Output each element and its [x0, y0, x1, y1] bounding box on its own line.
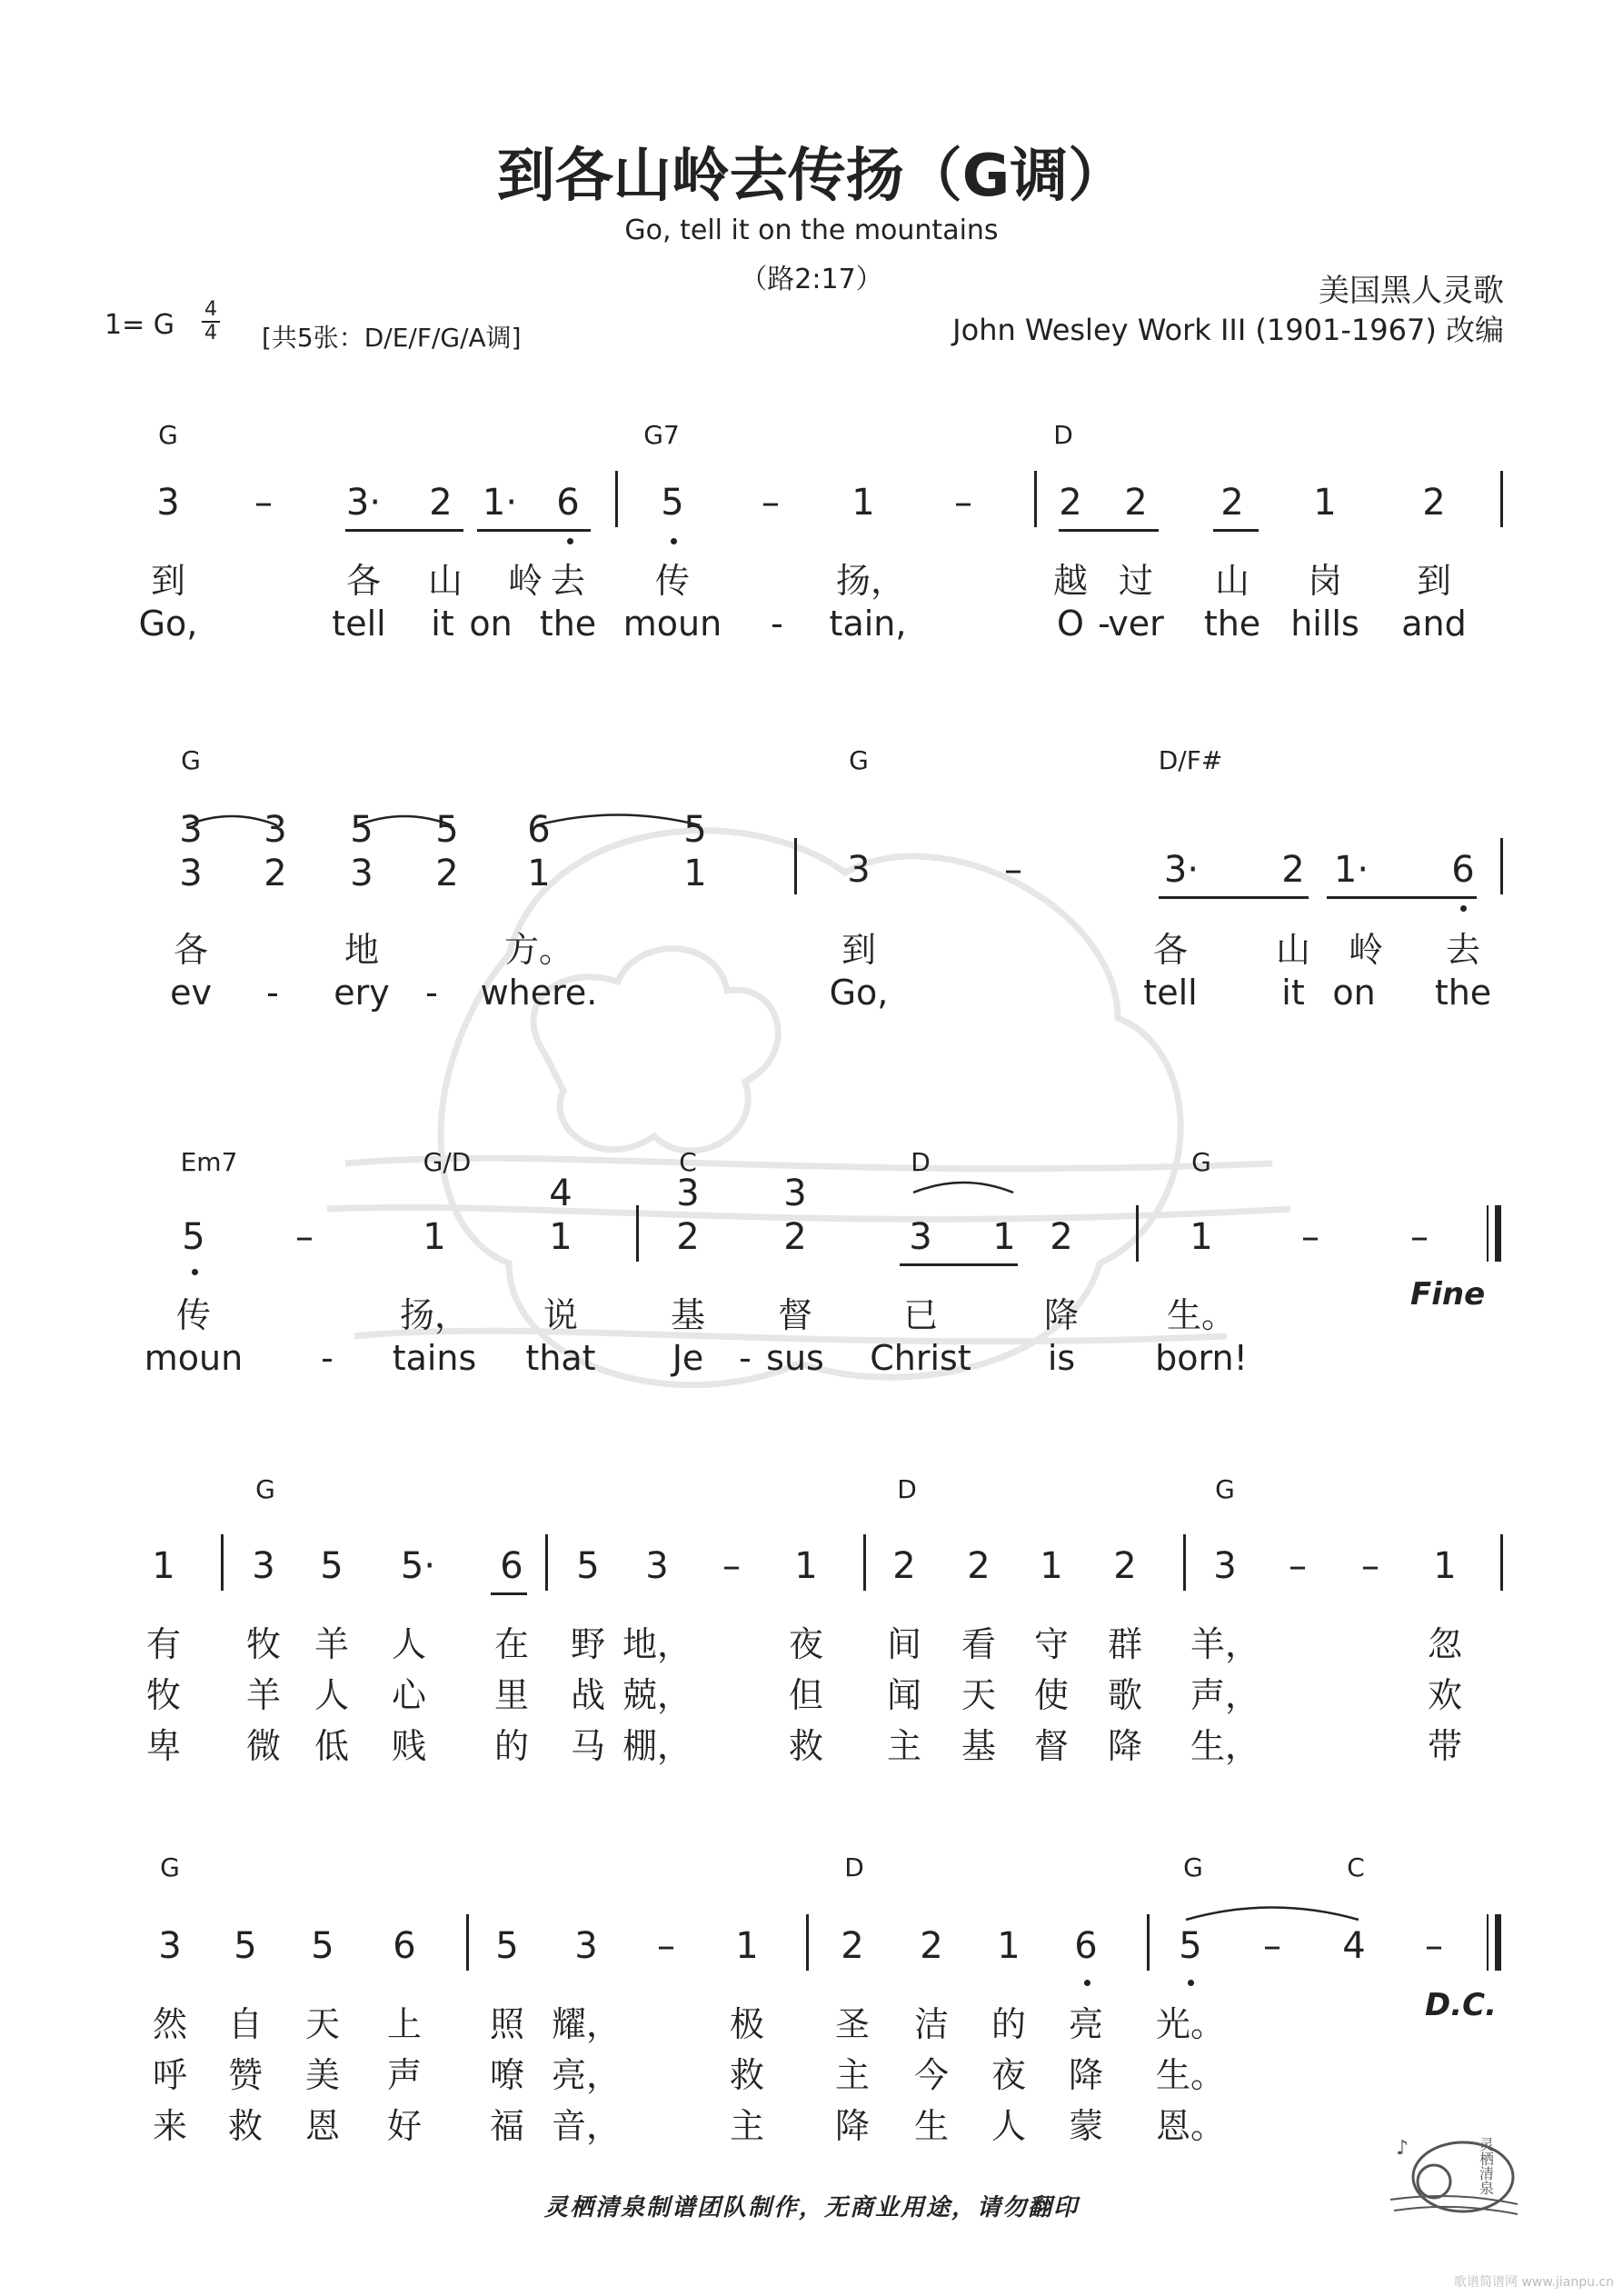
lyric-english: tain,: [829, 604, 907, 644]
lyric-chinese-verse-3: 恩: [304, 2106, 341, 2146]
lyric-chinese: 山: [1214, 561, 1250, 601]
chord-symbol: G: [849, 745, 869, 775]
lyric-chinese: 越: [1052, 561, 1089, 601]
lyric-chinese-verse-2: 心: [391, 1675, 427, 1715]
note: 1: [794, 1545, 818, 1587]
harmony-note: 5: [683, 809, 707, 851]
note: 2: [841, 1925, 864, 1967]
lyric-chinese: 传: [654, 561, 691, 601]
lyric-chinese: 地: [344, 930, 380, 970]
lyric-chinese-verse-1: 在: [493, 1624, 530, 1664]
note: 1: [851, 482, 875, 524]
lyric-chinese-verse-3: 贱: [391, 1726, 427, 1766]
lyric-chinese-verse-2: 声，: [1190, 1675, 1260, 1715]
harmony-note: 2: [435, 853, 459, 894]
note: 2: [1113, 1545, 1137, 1587]
lyric-chinese: 督: [777, 1295, 813, 1335]
harmony-note: 3: [676, 1173, 700, 1214]
lyric-chinese-verse-3: 福: [489, 2106, 525, 2146]
lyric-chinese-verse-1: 有: [145, 1624, 182, 1664]
note: 1: [997, 1925, 1021, 1967]
lyric-english: -: [1098, 604, 1110, 644]
lyric-chinese-verse-3: 降: [1107, 1726, 1143, 1766]
lyric-english: where.: [480, 973, 598, 1013]
chord-symbol: D: [1053, 420, 1073, 450]
harmony-note: 3: [264, 809, 287, 851]
chord-symbol: D/F#: [1158, 745, 1223, 775]
lyric-chinese-verse-1: 然: [152, 2004, 188, 2044]
lyric-chinese: 岭: [1348, 930, 1384, 970]
note: 6: [1451, 849, 1475, 891]
chord-symbol: C: [679, 1147, 697, 1177]
lyric-english: it: [1281, 973, 1305, 1013]
lyric-chinese-verse-3: 督: [1033, 1726, 1070, 1766]
lyric-chinese-verse-2: 嘹: [489, 2055, 525, 2095]
svg-text:♪: ♪: [1396, 2137, 1409, 2160]
lyric-chinese-verse-2: 亮，: [551, 2055, 622, 2095]
note: 3: [156, 482, 180, 524]
note: –: [1361, 1545, 1379, 1587]
lyric-english: is: [1047, 1338, 1076, 1378]
lyric-chinese-verse-3: 主: [729, 2106, 765, 2146]
note: –: [1301, 1216, 1319, 1258]
lyric-chinese: 岗: [1307, 561, 1343, 601]
lyric-chinese: 各: [173, 930, 209, 970]
note: 1: [1433, 1545, 1457, 1587]
lyric-english: moun: [144, 1338, 244, 1378]
note: 6: [393, 1925, 416, 1967]
note: 3: [909, 1216, 932, 1258]
harmony-note: 3: [179, 809, 203, 851]
note: –: [657, 1925, 675, 1967]
lyric-chinese-verse-2: 今: [913, 2055, 950, 2095]
lyric-chinese-verse-3: 马: [570, 1726, 606, 1766]
note: 1: [992, 1216, 1016, 1258]
lyric-english: Je: [672, 1338, 704, 1378]
lyric-chinese: 到: [150, 561, 186, 601]
lyric-chinese: 过: [1118, 561, 1154, 601]
lyric-english: Go,: [829, 973, 889, 1013]
lyric-chinese-verse-2: 呼: [152, 2055, 188, 2095]
note: –: [254, 482, 273, 524]
lyric-english: -: [739, 1338, 752, 1378]
note: –: [1004, 849, 1022, 891]
lyric-chinese-verse-1: 极: [729, 2004, 765, 2044]
note: 1·: [482, 482, 518, 524]
lyric-chinese-verse-1: 羊: [314, 1624, 350, 1664]
note: 1·: [1333, 849, 1369, 891]
note: 2: [1220, 482, 1244, 524]
note: 3: [158, 1925, 182, 1967]
note: 2: [920, 1925, 943, 1967]
lyric-chinese-verse-3: 生，: [1190, 1726, 1260, 1766]
note: 2: [892, 1545, 916, 1587]
harmony-note: 1: [683, 853, 707, 894]
lyric-english: ev: [170, 973, 212, 1013]
chord-symbol: G7: [643, 420, 680, 450]
lyric-chinese-verse-3: 救: [227, 2106, 264, 2146]
note: 5: [661, 482, 684, 524]
note: 5: [182, 1216, 205, 1258]
lyric-english: ver: [1108, 604, 1164, 644]
lyric-chinese-verse-1: 耀，: [551, 2004, 622, 2044]
lyric-english: tell: [1143, 973, 1198, 1013]
lyric-chinese: 各: [345, 561, 382, 601]
lyric-chinese-verse-2: 天: [961, 1675, 997, 1715]
note: 5: [234, 1925, 257, 1967]
fine-mark: Fine: [1410, 1276, 1486, 1313]
lyric-chinese-verse-1: 羊，: [1190, 1624, 1260, 1664]
lyric-chinese-verse-2: 夜: [991, 2055, 1027, 2095]
chord-symbol: D: [911, 1147, 931, 1177]
lyric-chinese-verse-1: 群: [1107, 1624, 1143, 1664]
lyric-english: ery: [334, 973, 390, 1013]
note: 1: [1313, 482, 1337, 524]
lyric-english: O: [1057, 604, 1084, 644]
note: 3: [252, 1545, 275, 1587]
lyric-chinese-verse-3: 的: [493, 1726, 530, 1766]
chord-symbol: D: [897, 1474, 917, 1504]
harmony-note: 5: [435, 809, 459, 851]
lyric-chinese-verse-3: 生: [913, 2106, 950, 2146]
lyric-chinese: 去: [1445, 930, 1481, 970]
lyric-chinese-verse-3: 恩。: [1155, 2106, 1226, 2146]
lyric-chinese-verse-1: 夜: [788, 1624, 824, 1664]
logo-text: 灵栖清泉: [1479, 2136, 1495, 2197]
lyric-chinese-verse-3: 好: [386, 2106, 423, 2146]
lyric-chinese-verse-2: 兢，: [622, 1675, 692, 1715]
note: 1: [735, 1925, 759, 1967]
lyric-chinese-verse-2: 里: [493, 1675, 530, 1715]
harmony-note: 2: [264, 853, 287, 894]
lyric-chinese-verse-2: 美: [304, 2055, 341, 2095]
english-title: Go, tell it on the mountains: [624, 215, 999, 246]
lyric-chinese: 基: [670, 1295, 706, 1335]
lyric-english: Go,: [138, 604, 198, 644]
lyric-chinese-verse-2: 欢: [1427, 1675, 1463, 1715]
lyric-chinese-verse-2: 人: [314, 1675, 350, 1715]
harmony-note: 3: [783, 1173, 807, 1214]
lyric-chinese: 已: [902, 1295, 939, 1335]
note: 2: [967, 1545, 991, 1587]
lyric-english: -: [425, 973, 438, 1013]
lyric-english: tains: [392, 1338, 477, 1378]
lyric-chinese-verse-1: 间: [886, 1624, 922, 1664]
chord-symbol: G: [1183, 1852, 1203, 1882]
key-signature: 1= G: [105, 309, 175, 341]
note: –: [954, 482, 972, 524]
lyric-chinese: 岭: [507, 561, 543, 601]
lyric-english: that: [525, 1338, 596, 1378]
lyric-chinese-verse-2: 赞: [227, 2055, 264, 2095]
lyric-chinese: 各: [1152, 930, 1189, 970]
note: 4: [1342, 1925, 1366, 1967]
note: –: [722, 1545, 741, 1587]
arranger-credit: John Wesley Work III (1901-1967) 改编: [952, 313, 1504, 347]
footer-notice: 灵栖清泉制谱团队制作，无商业用途，请勿翻印: [543, 2194, 1079, 2221]
note: 2: [1281, 849, 1305, 891]
chord-symbol: G: [158, 420, 178, 450]
lyric-chinese-verse-2: 战: [570, 1675, 606, 1715]
lyric-chinese-verse-2: 羊: [245, 1675, 282, 1715]
chord-symbol: Em7: [180, 1147, 238, 1177]
chord-symbol: G: [160, 1852, 180, 1882]
site-watermark: 歌谱简谱网 www.jianpu.cn: [1454, 2275, 1614, 2290]
lyric-chinese-verse-2: 闻: [886, 1675, 922, 1715]
lyric-chinese-verse-1: 地，: [622, 1624, 692, 1664]
lyric-chinese-verse-1: 看: [961, 1624, 997, 1664]
harmony-note: 3: [179, 853, 203, 894]
note: 2: [1124, 482, 1148, 524]
note: –: [1289, 1545, 1307, 1587]
note: 5: [311, 1925, 334, 1967]
note: 5: [1179, 1925, 1202, 1967]
lyric-chinese-verse-1: 亮: [1068, 2004, 1104, 2044]
lyric-english: the: [1434, 973, 1492, 1013]
lyric-chinese-verse-3: 主: [886, 1726, 922, 1766]
lyric-chinese-verse-1: 洁: [913, 2004, 950, 2044]
note: 5: [495, 1925, 519, 1967]
lyric-chinese-verse-3: 低: [314, 1726, 350, 1766]
lyric-chinese-verse-1: 光。: [1155, 2004, 1226, 2044]
lyric-chinese-verse-3: 音，: [551, 2106, 622, 2146]
harmony-note: 6: [527, 809, 551, 851]
note: 3: [574, 1925, 598, 1967]
lyric-english: hills: [1290, 604, 1359, 644]
lyric-chinese-verse-1: 上: [386, 2004, 423, 2044]
lyric-chinese-verse-3: 卑: [145, 1726, 182, 1766]
lyric-chinese-verse-2: 但: [788, 1675, 824, 1715]
note: 5: [576, 1545, 600, 1587]
note: 1: [423, 1216, 446, 1258]
note: 3: [1213, 1545, 1237, 1587]
dc-mark: D.C.: [1425, 1987, 1498, 2023]
note: 1: [152, 1545, 175, 1587]
lyric-english: Christ: [870, 1338, 971, 1378]
lyric-chinese-verse-1: 照: [489, 2004, 525, 2044]
note: 2: [1050, 1216, 1073, 1258]
lyric-chinese-verse-1: 天: [304, 2004, 341, 2044]
note: 3: [847, 849, 871, 891]
note: 6: [500, 1545, 523, 1587]
lyric-chinese: 传: [175, 1295, 212, 1335]
note: 2: [1422, 482, 1446, 524]
lyric-chinese-verse-1: 牧: [245, 1624, 282, 1664]
lyric-english: it: [431, 604, 454, 644]
lyric-english: -: [266, 973, 279, 1013]
chord-symbol: D: [844, 1852, 864, 1882]
lyric-chinese: 山: [1275, 930, 1311, 970]
note: 5: [320, 1545, 344, 1587]
lyric-chinese-verse-2: 牧: [145, 1675, 182, 1715]
harmony-note: 1: [549, 1216, 573, 1258]
note: 2: [429, 482, 453, 524]
lyric-chinese-verse-1: 自: [227, 2004, 264, 2044]
harmony-note: 1: [527, 853, 551, 894]
harmony-note: 4: [549, 1173, 573, 1214]
lyric-english: the: [539, 604, 597, 644]
lyric-chinese-verse-2: 降: [1068, 2055, 1104, 2095]
note: 6: [556, 482, 580, 524]
lyric-chinese: 去: [550, 561, 586, 601]
available-keys-note: [共5张：D/E/F/G/A调]: [262, 323, 522, 353]
note: 2: [783, 1216, 807, 1258]
lyric-english: and: [1401, 604, 1467, 644]
lyric-chinese: 到: [841, 930, 877, 970]
note: 2: [1059, 482, 1082, 524]
song-origin: 美国黑人灵歌: [1319, 273, 1504, 309]
note: 2: [676, 1216, 700, 1258]
lyric-english: moun: [622, 604, 722, 644]
lyric-chinese-verse-3: 降: [834, 2106, 871, 2146]
lyric-chinese: 降: [1043, 1295, 1080, 1335]
lyric-chinese-verse-3: 微: [245, 1726, 282, 1766]
lyric-chinese-verse-2: 歌: [1107, 1675, 1143, 1715]
lyric-chinese: 生。: [1166, 1295, 1237, 1335]
scripture-reference: （路2:17）: [740, 264, 883, 295]
lyric-chinese: 说: [543, 1295, 579, 1335]
note: 1: [1190, 1216, 1213, 1258]
lyric-chinese-verse-2: 使: [1033, 1675, 1070, 1715]
lyric-english: sus: [766, 1338, 824, 1378]
note: 5·: [400, 1545, 436, 1587]
lyric-chinese-verse-3: 人: [991, 2106, 1027, 2146]
harmony-note: 5: [350, 809, 373, 851]
chord-symbol: C: [1347, 1852, 1365, 1882]
note: –: [1410, 1216, 1429, 1258]
note: 3·: [1163, 849, 1200, 891]
note: 3: [645, 1545, 669, 1587]
lyric-chinese-verse-1: 人: [391, 1624, 427, 1664]
lyric-chinese-verse-3: 蒙: [1068, 2106, 1104, 2146]
lyric-chinese: 到: [1416, 561, 1452, 601]
note: –: [762, 482, 780, 524]
lyric-chinese: 扬，: [835, 561, 906, 601]
lyric-chinese-verse-1: 圣: [834, 2004, 871, 2044]
lyric-chinese: 扬，: [399, 1295, 470, 1335]
chord-symbol: G: [255, 1474, 275, 1504]
lyric-chinese-verse-2: 生。: [1155, 2055, 1226, 2095]
lyric-english: on: [1332, 973, 1376, 1013]
lyric-english: on: [469, 604, 513, 644]
page-title: 到各山岭去传扬（G调）: [496, 143, 1127, 210]
lyric-english: tell: [332, 604, 386, 644]
note: –: [295, 1216, 314, 1258]
lyric-chinese-verse-2: 救: [729, 2055, 765, 2095]
lyric-chinese-verse-3: 来: [152, 2106, 188, 2146]
time-signature-top: 4: [204, 298, 217, 321]
time-signature-bottom: 4: [204, 322, 217, 344]
note: 6: [1074, 1925, 1098, 1967]
note: 1: [1040, 1545, 1063, 1587]
lyric-english: -: [771, 604, 783, 644]
lyric-chinese-verse-3: 棚，: [622, 1726, 692, 1766]
lyric-chinese-verse-2: 主: [834, 2055, 871, 2095]
lyric-chinese-verse-1: 的: [991, 2004, 1027, 2044]
lyric-chinese-verse-1: 野: [570, 1624, 606, 1664]
lyric-english: -: [321, 1338, 334, 1378]
lyric-chinese: 山: [427, 561, 463, 601]
lyric-chinese-verse-1: 忽: [1427, 1624, 1463, 1664]
lyric-english: born!: [1155, 1338, 1248, 1378]
lyric-chinese-verse-3: 救: [788, 1726, 824, 1766]
lyric-english: the: [1203, 604, 1261, 644]
lyric-chinese-verse-1: 守: [1033, 1624, 1070, 1664]
note: –: [1263, 1925, 1281, 1967]
note: –: [1425, 1925, 1443, 1967]
lyric-chinese-verse-3: 基: [961, 1726, 997, 1766]
lyric-chinese: 方。: [503, 930, 574, 970]
lyric-chinese-verse-3: 带: [1427, 1726, 1463, 1766]
note: 3·: [345, 482, 382, 524]
chord-symbol: G: [1215, 1474, 1235, 1504]
harmony-note: 3: [350, 853, 373, 894]
chord-symbol: G: [181, 745, 201, 775]
lyric-chinese-verse-2: 声: [386, 2055, 423, 2095]
chord-symbol: G/D: [423, 1147, 472, 1177]
chord-symbol: G: [1191, 1147, 1211, 1177]
